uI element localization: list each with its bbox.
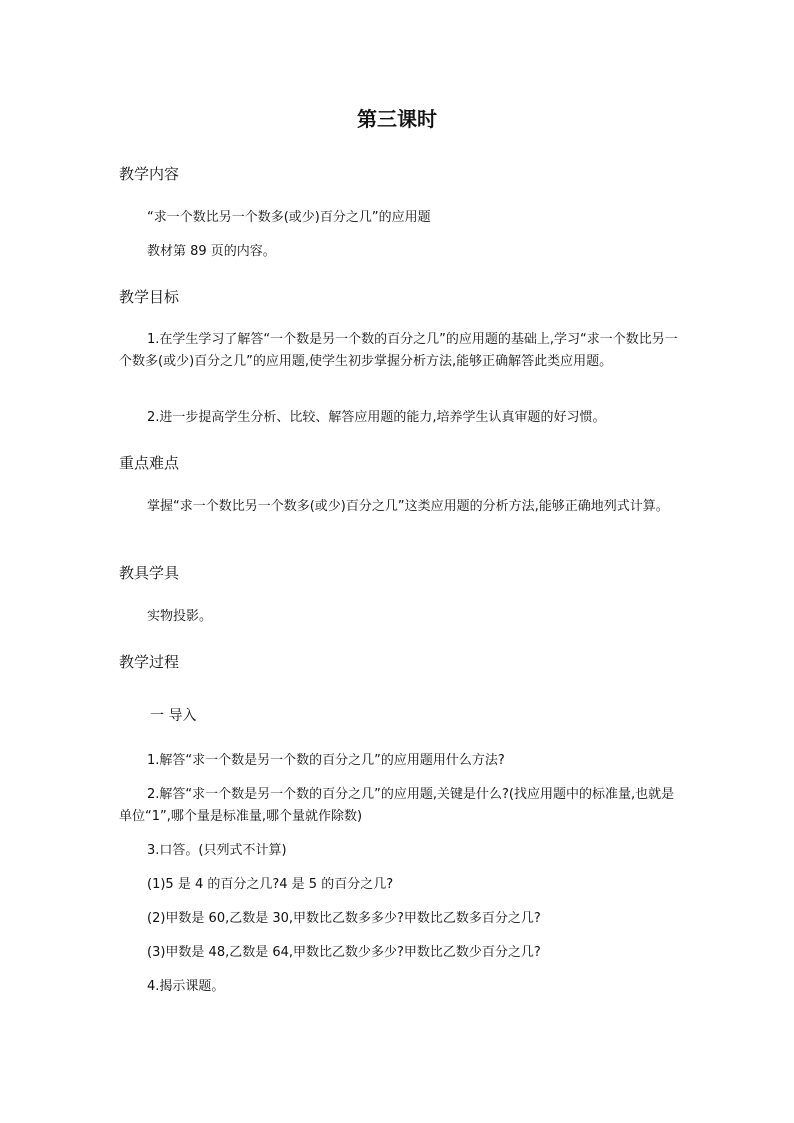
process-paragraph-4: (1)5 是 4 的百分之几?4 是 5 的百分之几? — [147, 877, 394, 892]
process-subheading-intro: 一 导入 — [150, 708, 197, 724]
section-heading-key-points: 重点难点 — [119, 454, 180, 472]
process-paragraph-3: 3.口答。(只列式不计算) — [147, 843, 287, 858]
process-paragraph-1: 1.解答“求一个数是另一个数的百分之几”的应用题用什么方法? — [147, 753, 505, 768]
process-paragraph-5: (2)甲数是 60,乙数是 30,甲数比乙数多多少?甲数比乙数多百分之几? — [147, 911, 541, 926]
content-paragraph-2: 教材第 89 页的内容。 — [147, 244, 276, 259]
goals-paragraph-2: 2.进一步提高学生分析、比较、解答应用题的能力,培养学生认真审题的好习惯。 — [147, 410, 606, 425]
page-title: 第三课时 — [357, 107, 437, 131]
process-paragraph-2: 2.解答“求一个数是另一个数的百分之几”的应用题,关键是什么?(找应用题中的标准量,也就是单位“1”,哪个量是标准量,哪个量就作除数) — [119, 787, 675, 824]
process-paragraph-6: (3)甲数是 48,乙数是 64,甲数比乙数少多少?甲数比乙数少百分之几? — [147, 945, 541, 960]
key-points-paragraph-1: 掌握“求一个数比另一个数多(或少)百分之几”这类应用题的分析方法,能够正确地列式计算。 — [147, 499, 669, 514]
goals-paragraph-1: 1.在学生学习了解答“一个数是另一个数的百分之几”的应用题的基础上,学习“求一个数比另一个数多(或少)百分之几”的应用题,使学生初步掌握分析方法,能够正确解答此类应用题。 — [119, 332, 678, 369]
section-heading-process: 教学过程 — [119, 653, 180, 671]
tools-paragraph-1: 实物投影。 — [147, 609, 213, 624]
process-paragraph-7: 4.揭示课题。 — [147, 979, 225, 994]
section-heading-goals: 教学目标 — [119, 288, 180, 306]
section-heading-content: 教学内容 — [119, 165, 180, 183]
section-heading-tools: 教具学具 — [119, 564, 180, 582]
content-paragraph-1: “求一个数比另一个数多(或少)百分之几”的应用题 — [147, 210, 431, 225]
